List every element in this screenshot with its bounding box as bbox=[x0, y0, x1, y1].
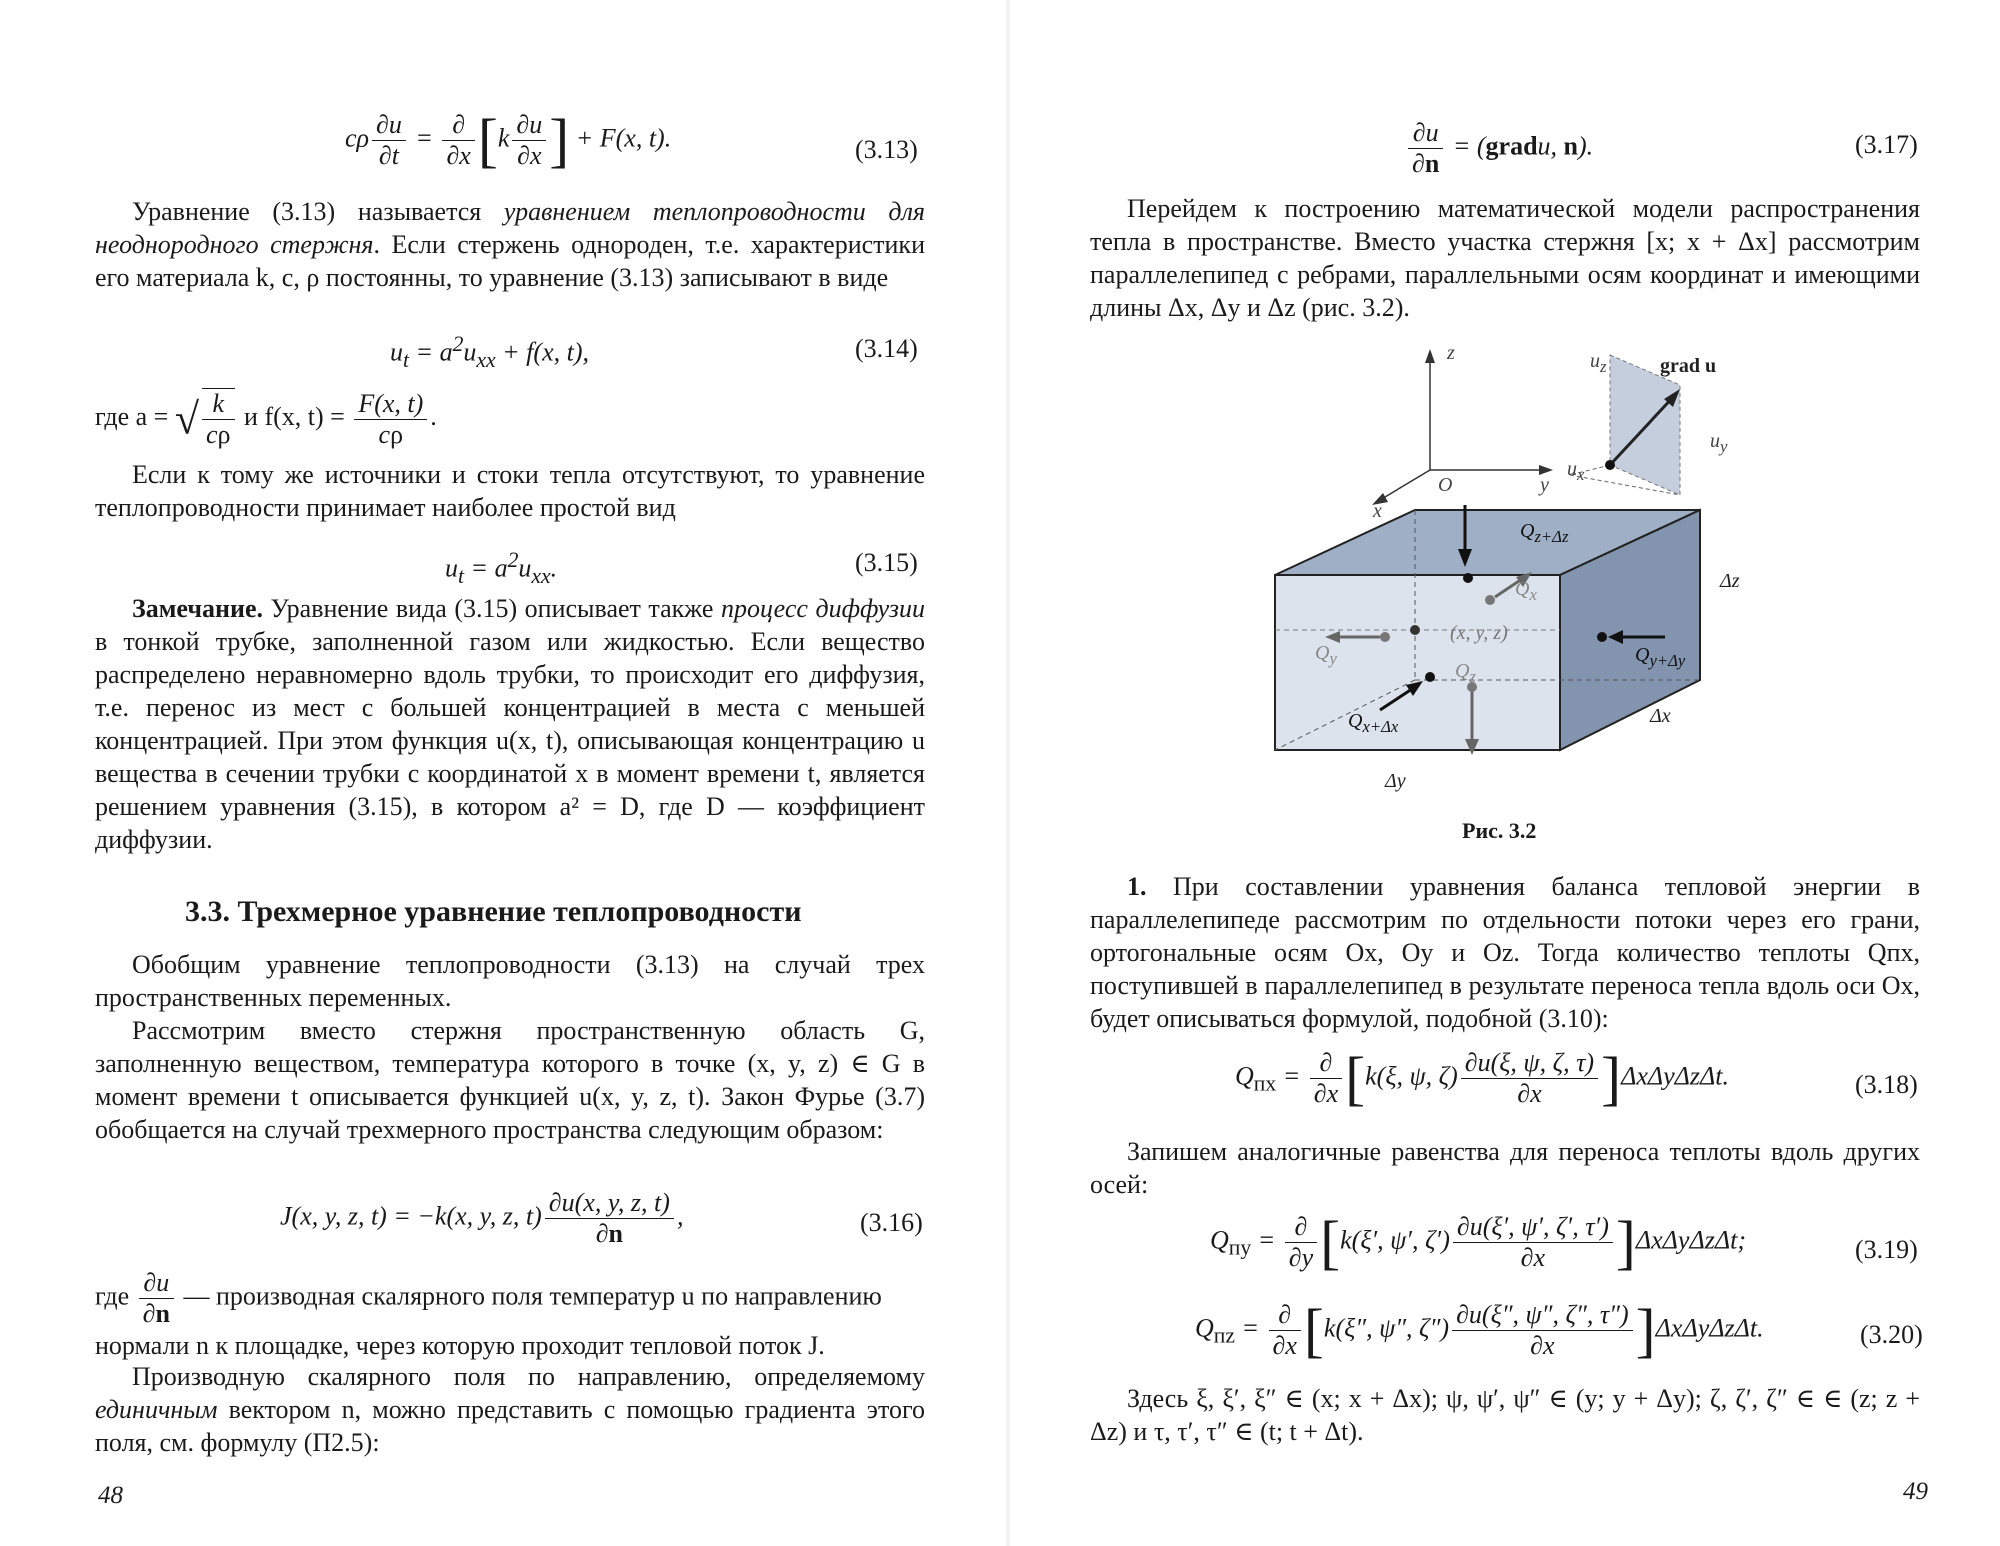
remark-paragraph: Замечание. Уравнение вида (3.15) описывает также процесс диффузии в тонкой трубке, заполненной газом или жидкостью. Если вещество распределено неравномерно вдоль трубки, то происходит его диффузия, т.е. перенос из мест с большей концентрацией в места с меньшей концентрацией. При этом функция u(x, t), описывающая концентрацию u вещества в сечении трубки с координатой x в момент времени t, является решением уравнения (3.15), в котором a² = D, где D — коэффициент диффузии. bbox=[95, 594, 925, 854]
figure-parallelepiped bbox=[1240, 335, 1760, 775]
equation-number: (3.20) bbox=[1860, 1320, 1923, 1349]
label-dy: Δy bbox=[1385, 770, 1406, 792]
label-dz: Δz bbox=[1720, 570, 1740, 592]
right-page bbox=[1010, 0, 2000, 1546]
equation-number: (3.13) bbox=[855, 135, 918, 164]
equation-3-18: $Q_{пх}$ = $\frac{\partial}{\partial x}$ [k(ξ, ψ, ζ) $\frac{\partial u(\xi, \psi, \zeta, \tau)}{\partial x}$ ]ΔxΔyΔzΔt. bbox=[1235, 1045, 1730, 1112]
equation-3-15: $u_t = a^2u_{xx}$. bbox=[445, 548, 558, 588]
label-x: x bbox=[1373, 500, 1382, 522]
label-grad: grad u bbox=[1660, 355, 1717, 377]
page-number: 49 bbox=[1903, 1478, 1928, 1505]
label-uz: $u_z$ bbox=[1590, 350, 1607, 376]
equation-number: (3.19) bbox=[1855, 1235, 1918, 1264]
equation-3-19: $Q_{пy}$ = $\frac{\partial}{\partial y}$ [k(ξ′, ψ′, ζ′) $\frac{\partial u(\xi', \psi', \zeta', \tau')}{\partial x}$ ]ΔxΔyΔzΔt; bbox=[1210, 1209, 1746, 1276]
label-y: y bbox=[1540, 474, 1549, 496]
equation-number: (3.16) bbox=[860, 1208, 923, 1237]
page-number: 48 bbox=[98, 1482, 123, 1509]
equation-3-14: $u_t = a^2u_{xx} + f(x$, t), bbox=[390, 332, 589, 372]
label-Qx-dx: $Q_{x+\Delta x}$ bbox=[1348, 710, 1399, 736]
paragraph: Рассмотрим вместо стержня пространственную область G, заполненную веществом, температура которого в точке (x, y, z) ∈ G в момент времени t описывается функцией u(x, y, z, t). Закон Фурье (3.7) обобщается на случай трехмерного пространства следующим образом: bbox=[95, 1016, 925, 1144]
label-ux: $u_x$ bbox=[1567, 458, 1585, 484]
equation-number: (3.18) bbox=[1855, 1070, 1918, 1099]
paragraph: Производную скалярного поля по направлению, определяемому единичным вектором n, можно представить с помощью градиента этого поля, см. формулу (П2.5): bbox=[95, 1362, 925, 1457]
paragraph: Перейдем к построению математической модели распространения тепла в пространстве. Вместо участка стержня [x; x + Δx] рассмотрим параллелепипед с ребрами, параллельными осям координат и имеющими длины Δx, Δy и Δz (рис. 3.2). bbox=[1090, 194, 1920, 322]
equation-3-17: $\frac{\partial u}{\partial n}$ = (gradu, n). bbox=[1405, 118, 1593, 179]
paragraph: 1. При составлении уравнения баланса тепловой энергии в параллелепипеде рассмотрим по отдельности потоки через его грани, ортогональные осям Ox, Oy и Oz. Тогда количество теплоты Qпх, поступившей в параллелепипед в результате переноса тепла вдоль оси Ox, будет описываться формулой, подобной (3.10): bbox=[1090, 872, 1920, 1033]
definition-a-f: где a = √ $\frac{k}{c\rho}$ и f(x, t) = $\frac{F(x, t)}{c\rho}$ . bbox=[95, 388, 437, 449]
equation-number: (3.17) bbox=[1855, 130, 1918, 159]
label-Qz: $Q_z$ bbox=[1455, 660, 1476, 686]
label-uy: $u_y$ bbox=[1710, 430, 1728, 456]
equation-number: (3.14) bbox=[855, 334, 918, 363]
label-O: O bbox=[1438, 474, 1453, 496]
paragraph: Если к тому же источники и стоки тепла отсутствуют, то уравнение теплопроводности принимает наиболее простой вид bbox=[95, 460, 925, 522]
figure-caption: Рис. 3.2 bbox=[1462, 818, 1537, 843]
paragraph: Уравнение (3.13) называется уравнением теплопроводности для неоднородного стержня. Если стержень однороден, т.е. характеристики его материала k, c, ρ постоянны, то уравнение (3.13) записывают в виде bbox=[95, 197, 925, 292]
label-dx: Δx bbox=[1650, 705, 1671, 727]
label-point: (x, y, z) bbox=[1450, 622, 1508, 644]
paragraph: где $\frac{\partial u}{\partial n}$ — производная скалярного поля температур u по направлению нормали n к площадке, через которую проходит тепловой поток J. bbox=[95, 1268, 882, 1360]
paragraph: Обобщим уравнение теплопроводности (3.13) на случай трех пространственных переменных. bbox=[95, 950, 925, 1012]
paragraph: Запишем аналогичные равенства для переноса теплоты вдоль других осей: bbox=[1090, 1137, 1920, 1199]
label-Qy: $Q_y$ bbox=[1315, 642, 1337, 668]
equation-3-16: J(x, y, z, t) = −k(x, y, z, t) $\frac{\partial u(x, y, z, t)}{\partial n}$ , bbox=[280, 1188, 684, 1248]
equation-number: (3.15) bbox=[855, 548, 918, 577]
equation-3-13: cρ $\frac{\partial u}{\partial t}$ = $\frac{\partial}{\partial x}$ [k $\frac{\partial u}{\partial x}$ ] + F(x, t). bbox=[345, 107, 672, 174]
label-Qz-dz: $Q_{z+\Delta z}$ bbox=[1520, 520, 1569, 546]
equation-3-20: $Q_{пz}$ = $\frac{\partial}{\partial x}$ [k(ξ″, ψ″, ζ″) $\frac{\partial u(\xi'', \psi'', \zeta'', \tau'')}{\partial x}$ ]ΔxΔyΔzΔt. bbox=[1195, 1297, 1764, 1364]
section-title: 3.3. Трехмерное уравнение теплопроводности bbox=[185, 895, 802, 928]
label-z: z bbox=[1447, 342, 1455, 364]
label-Qy-dy: $Q_{y+\Delta y}$ bbox=[1635, 644, 1686, 670]
axis-x bbox=[1380, 470, 1430, 500]
paragraph: Здесь ξ, ξ′, ξ″ ∈ (x; x + Δx); ψ, ψ′, ψ″ ∈ (y; y + Δy); ζ, ζ′, ζ″ ∈ ∈ (z; z + Δz) и τ, τ′, τ″ ∈ (t; t + Δt). bbox=[1090, 1384, 1920, 1446]
label-Qz-top: $Q_x$ bbox=[1515, 578, 1537, 604]
